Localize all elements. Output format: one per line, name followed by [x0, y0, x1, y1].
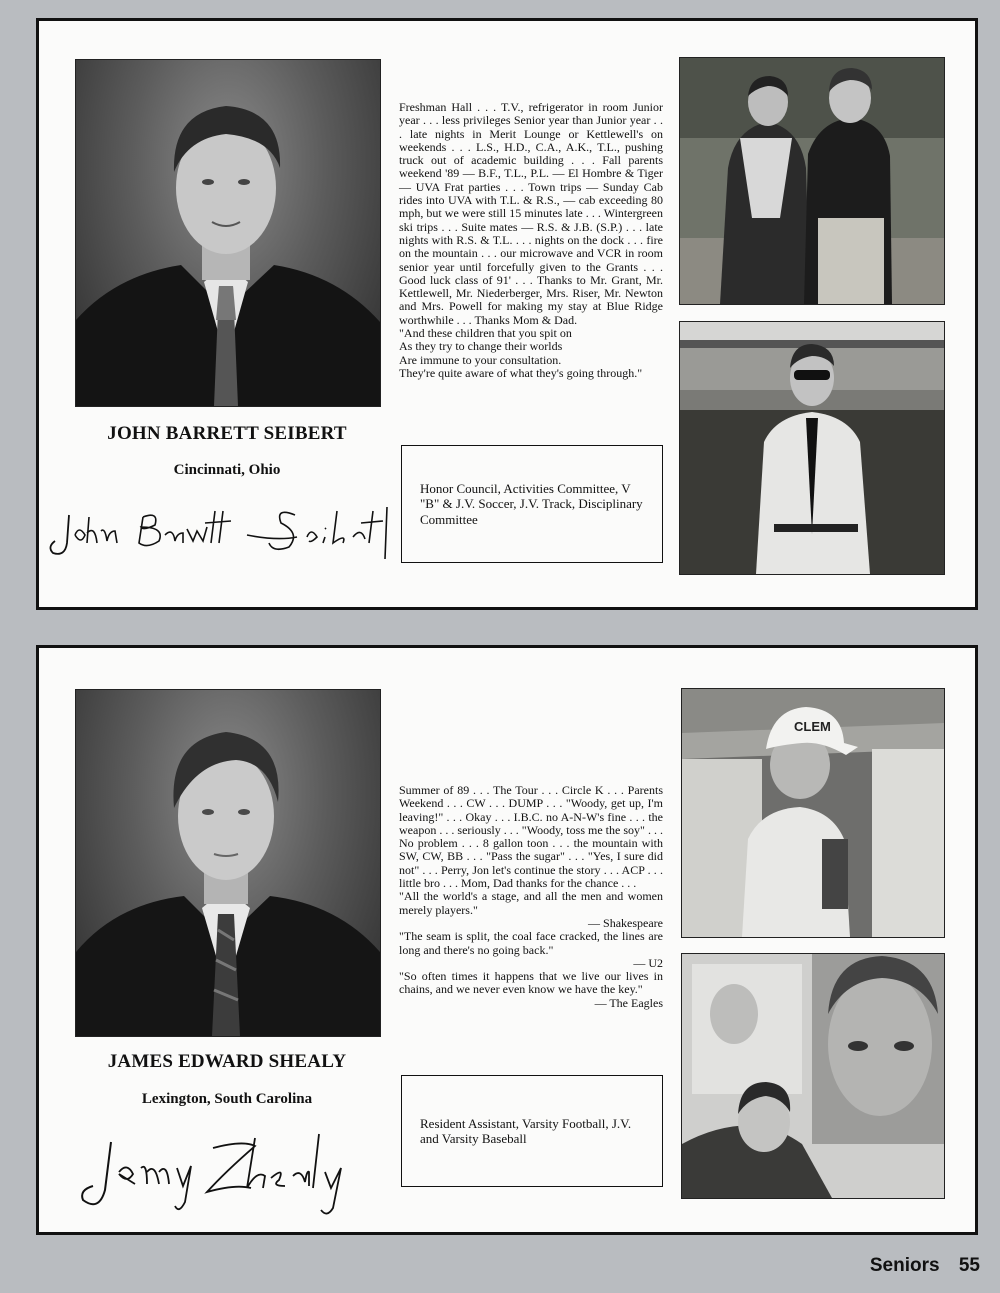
bio-quote: "All the world's a stage, and all the men and women merely players." — [399, 889, 663, 917]
activities-text: Honor Council, Activities Committee, V "B" & J.V. Soccer, J.V. Track, Disciplinary Committee — [420, 480, 643, 527]
activities-box — [401, 1075, 663, 1187]
senior-bio — [399, 784, 663, 1010]
portrait-photo-shealy — [75, 689, 381, 1037]
senior-hometown: Cincinnati, Ohio — [173, 462, 281, 478]
senior-panel-seibert — [36, 18, 978, 610]
signature-shealy — [75, 1128, 395, 1223]
two-students-outdoors-photo — [679, 57, 945, 305]
bio-quote: "So often times it happens that we live our lives in chains, and we never even know we have the key." — [399, 969, 663, 997]
senior-bio — [399, 101, 663, 380]
page-footer — [870, 1255, 980, 1277]
bio-quote-line: "And these children that you spit on — [399, 326, 572, 341]
activities-box — [401, 445, 663, 563]
portrait-photo-seibert — [75, 59, 381, 407]
section-label: Seniors — [869, 1255, 940, 1276]
bio-paragraph: Summer of 89 . . . The Tour . . . Circle K . . . Parents Weekend . . . CW . . . DUMP . . . "Woody, get up, I'm leaving!" . . . Okay . . . I.B.C. no A-N-W's fine . . . the weapon . . . seriously . . . "Woody, toss me the soy" . . . No problem . . . 8 gallon toon . . . the mountain with SW, CW, BB . . . "Pass the sugar" . . . "Yes, I sure did not" . . . Perry, Jon let's continue the story . . . ACP . . . little bro . . . Mom, Dad thanks for the chance . . . — [399, 783, 663, 891]
boy-in-cap-at-stadium-photo — [681, 688, 945, 938]
senior-name: JAMES EDWARD SHEALY — [107, 1051, 347, 1072]
student-at-stadium-photo — [679, 321, 945, 575]
bio-quote-line: As they try to change their worlds — [399, 339, 563, 354]
bio-quote-attribution: — Shakespeare — [588, 915, 663, 930]
page-number: 55 — [958, 1255, 980, 1276]
cap-text: CLEM — [794, 719, 831, 734]
activities-text: Resident Assistant, Varsity Football, J.V. and Varsity Baseball — [420, 1115, 632, 1146]
student-with-poster-photo — [681, 953, 945, 1199]
signature-seibert — [47, 497, 397, 574]
bio-quote: "The seam is split, the coal face cracked, the lines are long and there's no going back." — [399, 929, 663, 957]
bio-quote-line: They're quite aware of what they's going through." — [399, 365, 643, 380]
bio-quote-attribution: — U2 — [633, 955, 663, 970]
senior-hometown: Lexington, South Carolina — [141, 1091, 313, 1107]
senior-panel-shealy — [36, 645, 978, 1235]
bio-quote-line: Are immune to your consultation. — [399, 352, 562, 367]
bio-paragraph: Freshman Hall . . . T.V., refrigerator in room Junior year . . . less privileges Senior year than Junior year . . . late nights in Merit Lounge or Kettlewell's on weekends . . . L.S., H.D., C.A., A.K., T.L., pushing truck out of academic building . . . Fall parents weekend '89 — B.F., T.L., P.L. — El Hombre & Tiger — UVA Frat parties . . . Town trips — Sunday Cab rides into UVA with T.L. & R.S., — cab exceeding 80 mph, but we were still 15 minutes late . . . Wintergreen ski trips . . . Suite mates — R.S. & J.B. (S.P.) . . . late nights with R.S. & T.L. . . . nights on the dock . . . fire on the mountain . . . our microwave and VCR in room senior year until forcefully given to the Grants . . . Good luck class of 91' . . . Thanks to Mr. Grant, Mr. Kettlewell, Mr. Niederberger, Mrs. Riser, Mr. Newton and Mrs. Powell for making my stay at Blue Ridge worthwhile . . . Thanks Mom & Dad. — [399, 100, 663, 327]
senior-name: JOHN BARRETT SEIBERT — [107, 423, 347, 444]
bio-quote-attribution: — The Eagles — [594, 995, 663, 1010]
